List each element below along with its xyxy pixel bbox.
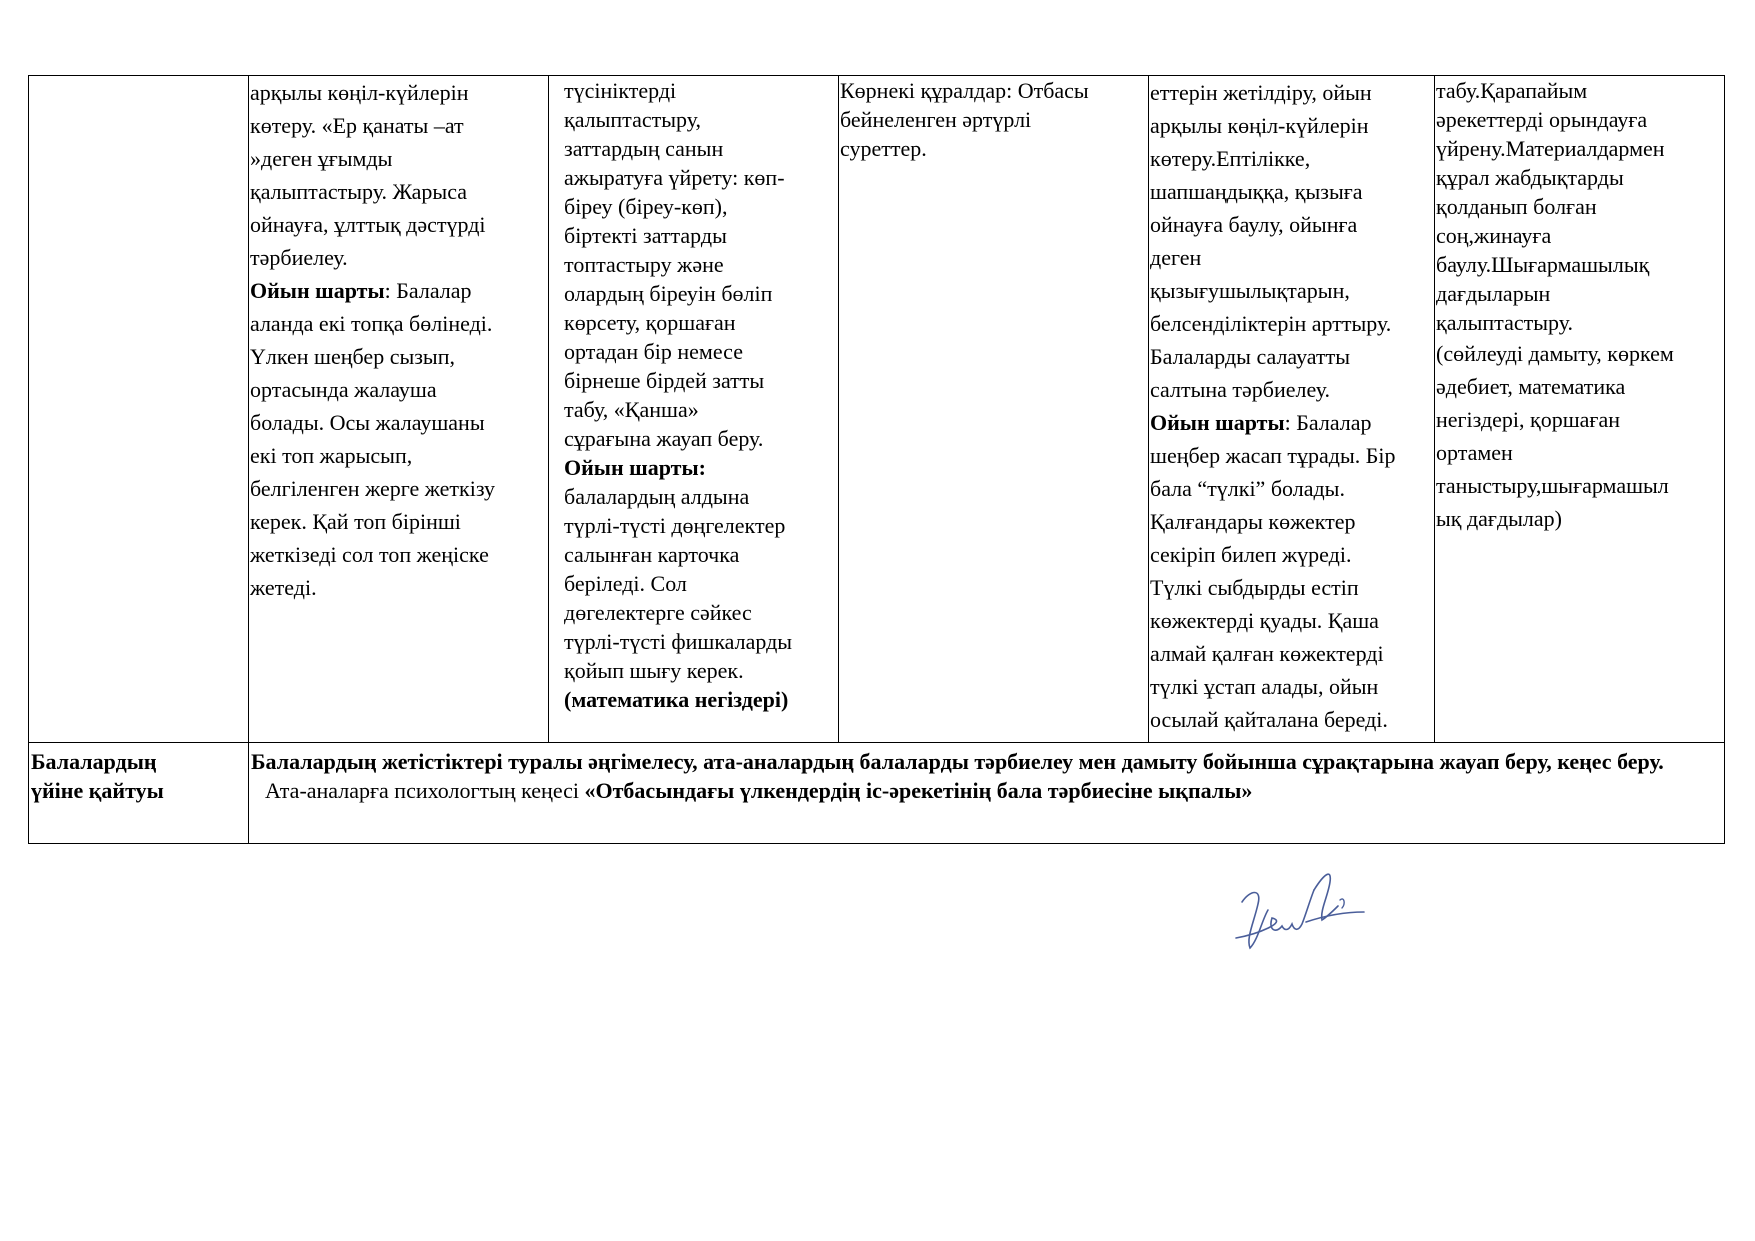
going-home-content (249, 743, 1725, 844)
table-row (29, 76, 1725, 743)
parents-conversation: Балалардың жетістіктері туралы әңгімелесу, ата-аналардың балаларды тәрбиелеу мен дамыту бойынша сұрақтарына жауап беру, кеңес беру. (251, 749, 1664, 774)
cell-text: Көрнекі құралдар: Отбасы бейнеленген әртүрлі суреттер. (840, 78, 1089, 161)
cell-fox-game (1149, 76, 1435, 743)
cell-text: еттерін жетілдіру, ойын арқылы көңіл-күйлерін көтеру.Ептілікке, шапшаңдыққа, қызыға ойнауға баулу, ойынға деген қызығушылықтарын, белсенділіктерін арттыру. Балаларды салауатты салтына тәрбиелеу. (1150, 80, 1392, 402)
game-rules-label: Ойын шарты (250, 278, 385, 303)
cell-text: табу.Қарапайым әрекеттерді орындауға үйрену.Материалдармен құрал жабдықтарды қолданып болған соң,жинауға баулу.Шығармашылық дағдыларын қалыптастыру. (1436, 78, 1665, 335)
cell-visual-aids (839, 76, 1149, 743)
cell-text: түсініктерді қалыптастыру, заттардың санын ажыратуға үйрету: көп- біреу (біреу-көп), біртекті заттарды топтастыру және олардың біреуін бөліп көрсету, қоршаған ортадан бір немесе бірнеше бірдей затты табу, «Қанша» сұрағына жауап беру. (564, 78, 785, 451)
game-rules-label: Ойын шарты (1150, 410, 1285, 435)
cell-text: : Балалар аланда екі топқа бөлінеді. Үлкен шеңбер сызып, ортасында жалауша болады. Осы жалаушаны екі топ жарысып, белгіленген жерге жеткізу керек. Қай топ бірінші жеткізеді сол топ жеңіске жетеді. (250, 278, 496, 600)
lesson-plan-table (28, 75, 1725, 844)
subject-label: (математика негіздері) (564, 687, 789, 712)
row-label-going-home: Балалардың үйіне қайтуы (29, 743, 249, 844)
table-row (29, 743, 1725, 844)
cell-game-ertkanaty (249, 76, 549, 743)
empty-label-cell (29, 76, 249, 743)
cell-text: : Балалар шеңбер жасап тұрады. Бір бала “түлкі” болады. Қалғандары көжектер секіріп билеп жүреді. Түлкі сыбдырды естіп көжектерді қуады. Қаша алмай қалған көжектерді түлкі ұстап алады, ойын осылай қайталана береді. (1150, 410, 1396, 732)
cell-text: балалардың алдына түрлі-түсті дөңгелектер салынған карточка беріледі. Сол дөгелектерге сәйкес түрлі-түсті фишкаларды қойып шығу керек. (564, 484, 793, 683)
cell-creative-skills (1435, 76, 1725, 743)
advice-title: «Отбасындағы үлкендердің іс-әрекетінің бала тәрбиесіне ықпалы» (584, 778, 1253, 803)
game-rules-label: Ойын шарты: (564, 455, 706, 480)
cell-text: арқылы көңіл-күйлерін көтеру. «Ер қанаты –ат »деген ұғымды қалыптастыру. Жарыса ойнауға, ұлттық дәстүрді тәрбиелеу. (250, 80, 486, 270)
signature-image (1228, 860, 1368, 960)
psychologist-advice (251, 776, 1722, 805)
cell-math-game (549, 76, 839, 743)
advice-prefix: Ата-аналарға психологтың кеңесі (265, 778, 585, 803)
subjects-list: (сөйлеуді дамыту, көркем әдебиет, математика негіздері, қоршаған ортамен таныстыру,шығармашыл ық дағдылар) (1436, 341, 1674, 531)
